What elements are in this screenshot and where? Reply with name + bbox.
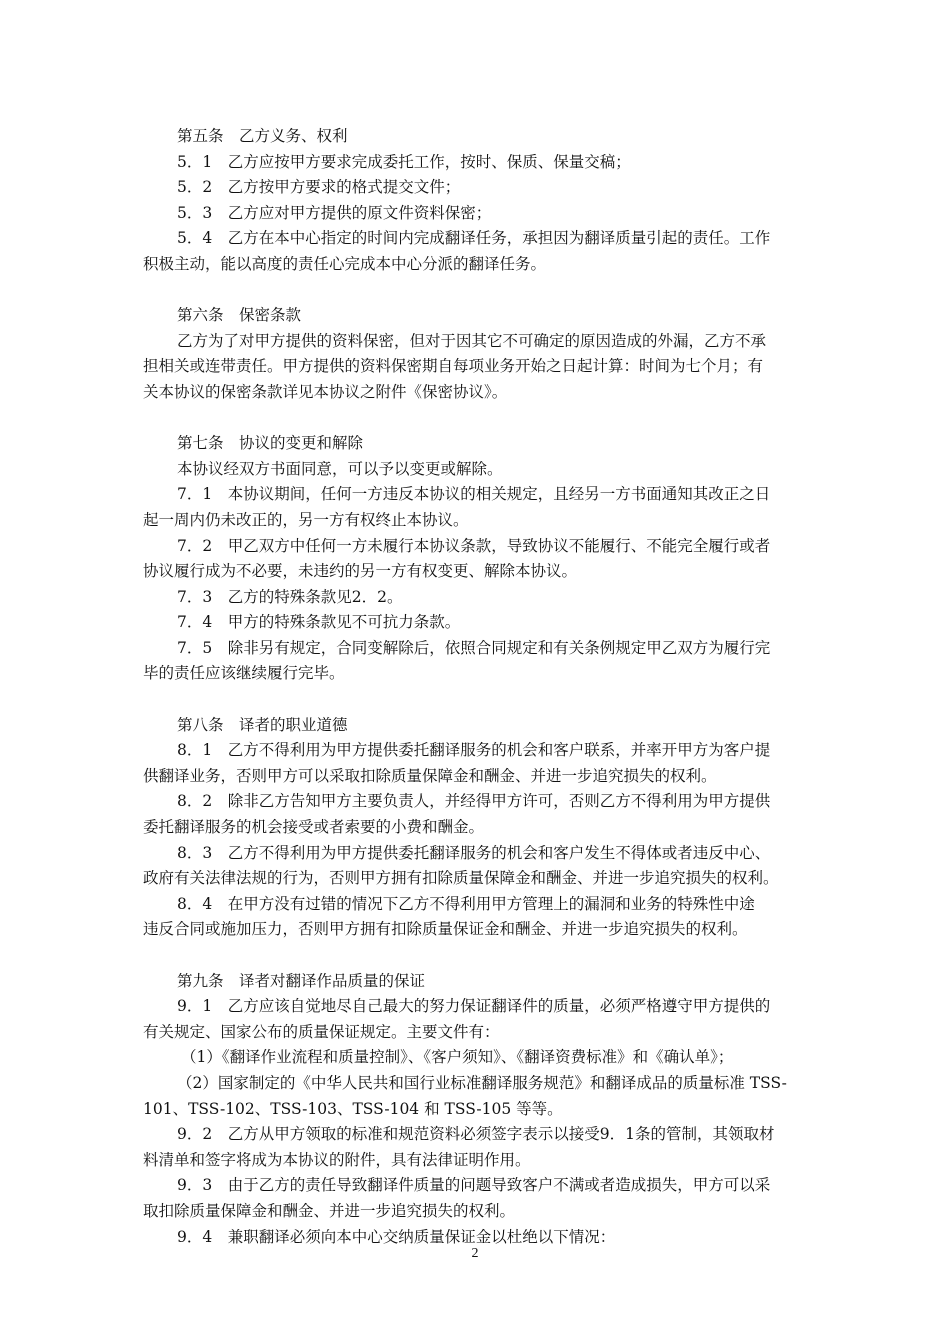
paragraph-line: 起一周内仍未改正的，另一方有权终止本协议。 bbox=[143, 510, 469, 529]
paragraph-line: 取扣除质量保障金和酬金、并进一步追究损失的权利。 bbox=[143, 1201, 516, 1220]
paragraph-line: 9．1 乙方应该自觉地尽自己最大的努力保证翻译件的质量，必须严格遵守甲方提供的 bbox=[177, 997, 771, 1016]
paragraph-line: 关本协议的保密条款详见本协议之附件《保密协议》。 bbox=[143, 382, 508, 401]
paragraph-line: 5．4 乙方在本中心指定的时间内完成翻译任务，承担因为翻译质量引起的责任。工作 bbox=[177, 229, 771, 248]
paragraph-line: 乙方为了对甲方提供的资料保密，但对于因其它不可确定的原因造成的外漏，乙方不承 bbox=[177, 331, 767, 350]
paragraph-line: 7．5 除非另有规定，合同变解除后，依照合同规定和有关条例规定甲乙双方为履行完 bbox=[177, 638, 771, 657]
paragraph-line: 5．2 乙方按甲方要求的格式提交文件； bbox=[177, 178, 461, 197]
paragraph-line: 毕的责任应该继续履行完毕。 bbox=[143, 664, 345, 683]
paragraph-line: 9．3 由于乙方的责任导致翻译件质量的问题导致客户不满或者造成损失，甲方可以采 bbox=[177, 1176, 771, 1195]
section-heading: 第七条 协议的变更和解除 bbox=[177, 434, 364, 453]
paragraph-line: 5．1 乙方应按甲方要求完成委托工作，按时、保质、保量交稿； bbox=[177, 152, 631, 171]
page-number: 2 bbox=[471, 1246, 479, 1261]
paragraph-line: 7．4 甲方的特殊条款见不可抗力条款。 bbox=[177, 613, 461, 632]
paragraph-line: 9．2 乙方从甲方领取的标准和规范资料必须签字表示以接受9．1条的管制，其领取材 bbox=[177, 1125, 775, 1144]
paragraph-line: 101、TSS-102、TSS-103、TSS-104 和 TSS-105 等等。 bbox=[143, 1099, 563, 1118]
paragraph-line: 委托翻译服务的机会接受或者索要的小费和酬金。 bbox=[143, 818, 485, 837]
section-heading: 第八条 译者的职业道德 bbox=[177, 715, 348, 734]
section-spacer bbox=[143, 406, 823, 432]
paragraph-line: 供翻译业务，否则甲方可以采取扣除质量保障金和酬金、并进一步追究损失的权利。 bbox=[143, 766, 717, 785]
paragraph-line: 料清单和签字将成为本协议的附件，具有法律证明作用。 bbox=[143, 1150, 531, 1169]
paragraph-line: 政府有关法律法规的行为，否则甲方拥有扣除质量保障金和酬金、并进一步追究损失的权利。 bbox=[143, 869, 779, 888]
paragraph-line: 担相关或连带责任。甲方提供的资料保密期自每项业务开始之日起计算：时间为七个月；有 bbox=[143, 357, 764, 376]
section-heading: 第六条 保密条款 bbox=[177, 306, 302, 325]
section-heading: 第九条 译者对翻译作品质量的保证 bbox=[177, 971, 426, 990]
paragraph-line: （2）国家制定的《中华人民共和国行业标准翻译服务规范》和翻译成品的质量标准 TSS- bbox=[177, 1073, 787, 1092]
paragraph-line: 9．4 兼职翻译必须向本中心交纳质量保证金以杜绝以下情况： bbox=[177, 1227, 616, 1246]
paragraph-line: 违反合同或施加压力，否则甲方拥有扣除质量保证金和酬金、并进一步追究损失的权利。 bbox=[143, 920, 748, 939]
paragraph-line: （1）《翻译作业流程和质量控制》、《客户须知》、《翻译资费标准》和《确认单》； bbox=[181, 1048, 734, 1067]
paragraph-line: 有关规定、国家公布的质量保证规定。主要文件有： bbox=[143, 1022, 500, 1041]
paragraph-line: 8．2 除非乙方告知甲方主要负责人，并经得甲方许可，否则乙方不得利用为甲方提供 bbox=[177, 792, 771, 811]
section-heading: 第五条 乙方义务、权利 bbox=[177, 127, 348, 145]
paragraph-line: 7．3 乙方的特殊条款见2．2。 bbox=[177, 587, 403, 606]
paragraph-line: 积极主动，能以高度的责任心完成本中心分派的翻译任务。 bbox=[143, 254, 547, 273]
paragraph-line: 7．1 本协议期间，任何一方违反本协议的相关规定，且经另一方书面通知其改正之日 bbox=[177, 485, 771, 504]
section-spacer bbox=[143, 687, 823, 713]
paragraph-line: 8．1 乙方不得利用为甲方提供委托翻译服务的机会和客户联系，并率开甲方为客户提 bbox=[177, 741, 771, 760]
paragraph-line: 本协议经双方书面同意，可以予以变更或解除。 bbox=[177, 459, 503, 478]
paragraph-line: 8．4 在甲方没有过错的情况下乙方不得利用甲方管理上的漏洞和业务的特殊性中途 bbox=[177, 894, 755, 913]
section-spacer bbox=[143, 278, 823, 304]
paragraph-line: 8．3 乙方不得利用为甲方提供委托翻译服务的机会和客户发生不得体或者违反中心、 bbox=[177, 843, 771, 862]
paragraph-line: 7．2 甲乙双方中任何一方未履行本协议条款，导致协议不能履行、不能完全履行或者 bbox=[177, 536, 771, 555]
paragraph-line: 5．3 乙方应对甲方提供的原文件资料保密； bbox=[177, 203, 492, 222]
document-body bbox=[143, 124, 823, 1250]
section-spacer bbox=[143, 943, 823, 969]
paragraph-line: 协议履行成为不必要，未违约的另一方有权变更、解除本协议。 bbox=[143, 562, 578, 581]
